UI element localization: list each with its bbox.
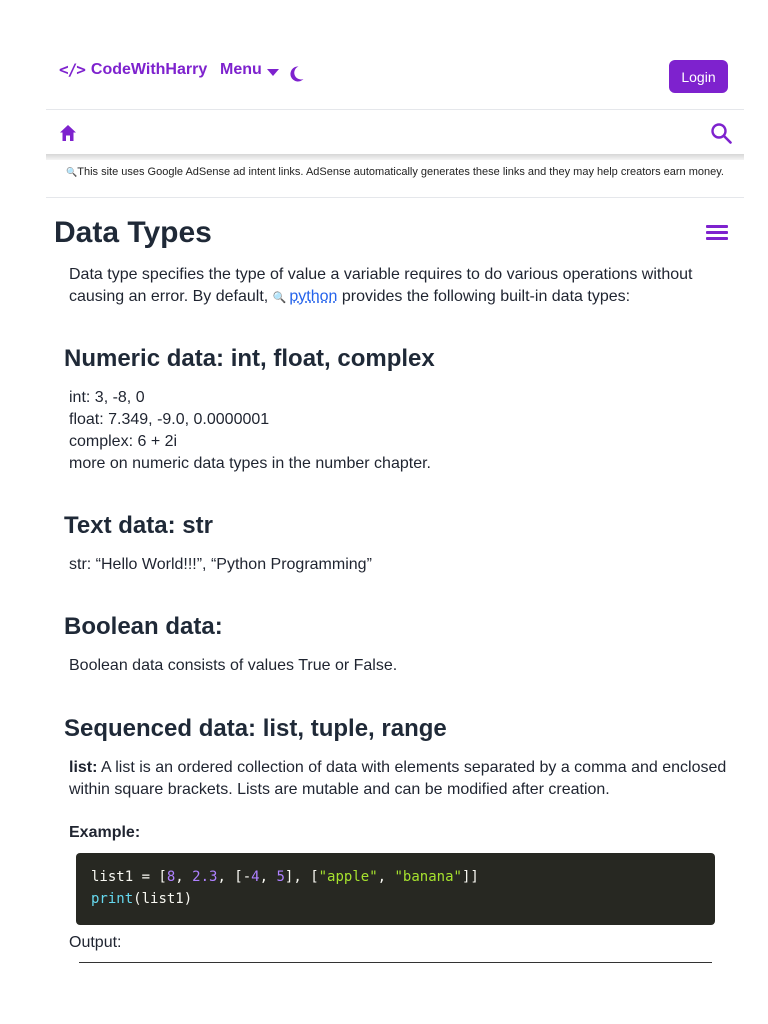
- caret-down-icon: [267, 69, 279, 76]
- nav-shadow: [46, 154, 744, 160]
- output-label: Output:: [69, 934, 122, 951]
- list-description: A list is an ordered collection of data with elements separated by a comma and enclosed within square brackets. Lists are mutable and can be modified after creation.: [69, 759, 727, 798]
- menu-label: Menu: [220, 61, 262, 78]
- code-block[interactable]: [76, 853, 715, 925]
- code-line: print(list1): [91, 891, 193, 907]
- text-line: str: “Hello World!!!”, “Python Programming”: [69, 556, 372, 573]
- numeric-line: complex: 6 + 2i: [69, 433, 178, 450]
- numeric-line: float: 7.349, -9.0, 0.0000001: [69, 411, 270, 428]
- boolean-line: Boolean data consists of values True or False.: [69, 657, 398, 674]
- page-title: Data Types: [54, 216, 212, 249]
- heading-sequence: Sequenced data: list, tuple, range: [64, 715, 447, 742]
- login-button[interactable]: Login: [669, 60, 728, 93]
- code-logo-icon: </>: [59, 60, 85, 79]
- logo-text: CodeWithHarry: [90, 60, 208, 78]
- example-label: Example:: [69, 824, 141, 841]
- search-link-icon: 🔍: [272, 292, 287, 304]
- numeric-line: more on numeric data types in the number chapter.: [69, 455, 431, 472]
- heading-boolean: Boolean data:: [64, 613, 223, 640]
- nav-bar: [46, 110, 744, 154]
- divider: [46, 197, 744, 198]
- home-icon[interactable]: [59, 124, 77, 142]
- site-logo[interactable]: [59, 60, 207, 79]
- output-divider: [79, 962, 712, 963]
- list-paragraph: [69, 757, 729, 801]
- intro-paragraph: [69, 264, 729, 309]
- code-line: list1 = [8, 2.3, [-4, 5], ["apple", "banana"]]: [91, 869, 479, 885]
- heading-text: Text data: str: [64, 512, 213, 539]
- site-header: [0, 0, 768, 110]
- intro-text: Data type specifies the type of value a variable requires to do various operations without causing an error. By default,: [69, 266, 693, 305]
- adsense-notice-text: This site uses Google AdSense ad intent links. AdSense automatically generates these links and they may help creators earn money.: [77, 166, 724, 178]
- adsense-notice: [60, 166, 730, 179]
- python-link[interactable]: python: [289, 288, 338, 305]
- moon-icon[interactable]: [286, 64, 306, 84]
- menu-dropdown[interactable]: [220, 61, 279, 79]
- list-label: list:: [69, 759, 98, 776]
- heading-numeric: Numeric data: int, float, complex: [64, 345, 435, 372]
- search-icon[interactable]: [710, 122, 732, 144]
- ad-search-icon: 🔍: [66, 167, 78, 177]
- numeric-line: int: 3, -8, 0: [69, 389, 145, 406]
- intro-text-after: provides the following built-in data types:: [341, 288, 631, 305]
- hamburger-icon[interactable]: [706, 225, 728, 241]
